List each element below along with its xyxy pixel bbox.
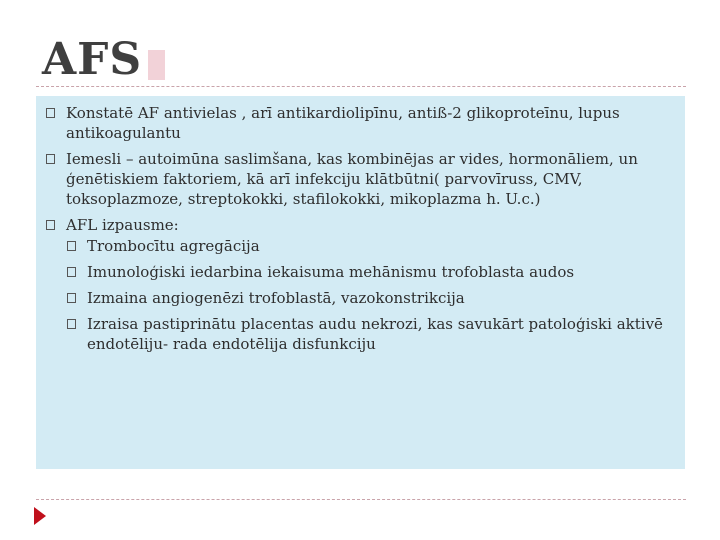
content-panel	[36, 96, 685, 469]
sub-bullet-text: Trombocītu agregācija	[87, 237, 260, 255]
square-bullet-icon	[67, 267, 76, 277]
bullet-text: Konstatē AF antivielas , arī antikardiolipīnu, antiß-2 glikoproteīnu, lupus antikoagulantu	[66, 104, 620, 142]
bullet-text: Iemesli – autoimūna saslimšana, kas kombinējas ar vides, hormonāliem, un ģenētiskiem faktoriem, kā arī infekciju klātbūtni( parvovīruss, CMV, toksoplazmoze, streptokokki, stafilokokki, mikoplazma h. U.c.)	[66, 150, 638, 208]
bullet-item	[46, 149, 673, 209]
square-bullet-icon	[67, 293, 76, 303]
bottom-divider	[36, 499, 686, 500]
square-bullet-icon	[46, 220, 55, 230]
square-bullet-icon	[46, 108, 55, 118]
top-divider	[36, 86, 686, 87]
sub-bullet-text: Izraisa pastiprinātu placentas audu nekrozi, kas savukārt patoloģiski aktivē endotēliju- rada endotēlija disfunkciju	[87, 315, 663, 353]
title-accent-block	[148, 50, 165, 80]
sub-bullet-item	[46, 314, 673, 354]
bullet-item	[46, 215, 673, 235]
sub-bullet-item	[46, 288, 673, 308]
sub-bullet-text: Izmaina angiogenēzi trofoblastā, vazokonstrikcija	[87, 289, 465, 307]
sub-bullet-item	[46, 236, 673, 256]
play-arrow-icon[interactable]	[34, 507, 46, 525]
slide-title: AFS	[42, 34, 143, 85]
bullet-text: AFL izpausme:	[66, 216, 179, 234]
sub-bullet-item	[46, 262, 673, 282]
square-bullet-icon	[67, 319, 76, 329]
sub-bullet-text: Imunoloģiski iedarbina iekaisuma mehānismu trofoblasta audos	[87, 263, 575, 281]
bullet-item	[46, 103, 673, 143]
square-bullet-icon	[46, 154, 55, 164]
square-bullet-icon	[67, 241, 76, 251]
